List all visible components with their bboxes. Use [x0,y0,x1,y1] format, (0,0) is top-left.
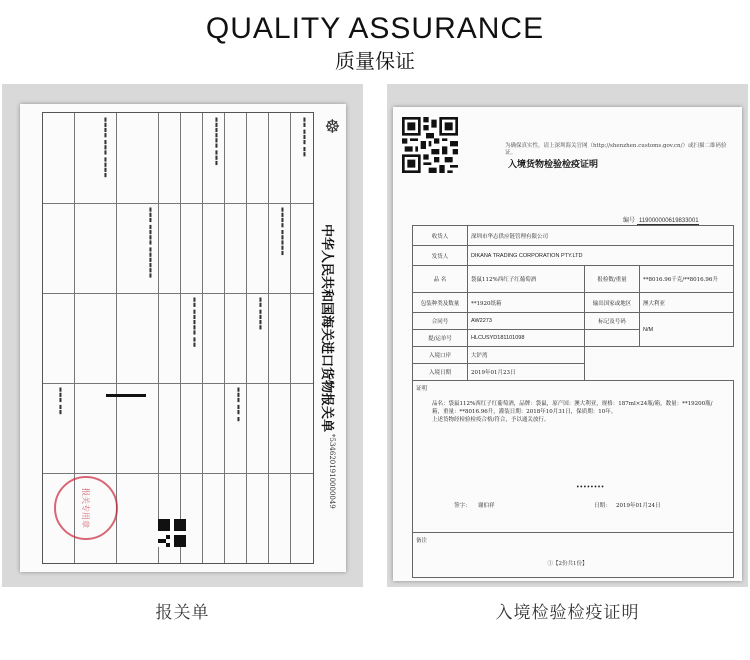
product-label: 品 名 [413,266,468,293]
bill-of-lading-value: HLCUSYD181101098 [468,330,585,347]
proof-label: 证明 [416,386,428,392]
mark-value: N/M [640,313,734,347]
signer-label: 签字： [454,503,471,509]
bill-of-lading-label: 提/运单号 [413,330,468,347]
certificate-number-line [621,215,699,224]
entry-date-label: 入境日期 [413,364,468,381]
caption-customs-declaration: 报关单 [155,603,210,623]
consignor-label: 发货人 [413,246,468,266]
contract-value: AW2273 [468,313,585,330]
inspection-certificate-panel [387,84,748,587]
customs-declaration-title: 中华人民共和国海关进口货物报关单 [319,224,334,433]
quantity-value: **8016.96千克/**8016.96升 [640,266,734,293]
signature-dots: •••••••• [576,484,605,491]
seal-text: 报关专用章 [81,488,91,528]
customs-qr-code-icon [158,519,186,547]
inspection-certificate-document [393,107,742,581]
quantity-label: 报检数/重量 [585,266,640,293]
red-customs-seal [54,476,118,540]
certificate-number: 119000000619833001 [638,218,699,224]
certificate-title: 入境货物检验检疫证明 [508,160,599,170]
consignee-value: 深圳市华志供应链管理有限公司 [468,226,734,246]
package-value: **1920纸箱 [468,293,585,313]
page-title-zh: 质量保证 [335,49,415,73]
customs-declaration-number: *5346201910000049 [328,434,336,509]
remark-section [413,533,734,578]
customs-declaration-document [20,104,346,572]
customs-logo-icon: ☸ [321,117,342,135]
customs-declaration-panel [2,84,363,587]
product-value: 袋鼠112%西红子红葡萄酒 [468,266,585,293]
entry-port-value: 大铲湾 [468,347,585,364]
barcode-mark [106,394,146,397]
caption-inspection-certificate: 入境检验检疫证明 [495,603,640,623]
page-mark: ①【2份共1份】 [547,561,588,567]
sign-date-label: 日期： [594,503,611,509]
proof-text-2: 上述货物经检验检疫合格/符合，予以通关放行。 [432,417,550,423]
origin-value: 澳大利亚 [640,293,734,313]
sign-date-value: 2019年01月24日 [616,503,661,509]
signer-value: 谢伯祥 [478,503,495,509]
mark-label: 标记及号码 [585,313,640,330]
proof-text: 品名：袋鼠112%西红子红葡萄酒，品牌：袋鼠，原产国：澳大利亚，规格：187ml×24瓶/箱，数量：**19200瓶/箱，重量：**8016.96升，灌装日期：2018年10月31日，保质期：10年。 [432,401,713,415]
certificate-qr-code-icon [402,117,458,173]
certificate-table [412,225,734,578]
entry-date-value: 2019年01月23日 [468,364,585,381]
package-label: 包装种类及数量 [413,293,468,313]
consignor-value: DIKANA TRADING CORPORATION PTY.LTD [468,246,734,266]
verification-note: 为确保真实性，请上深圳海关官网（http://shenzhen.customs.gov.cn/）或扫描二维码验证。 [505,143,727,156]
remark-label: 备注 [416,538,428,544]
contract-label: 合同号 [413,313,468,330]
customs-declaration-form-grid: ▬▬ ▬▬▬ ▬▬ ▬▬▬▬ ▬▬▬▬▬ ▬▬ ▬▬▬▬ ▬▬▬ ▬▬ ▬ ▬▬▬▬▬▬ ▬▬▬ ▬▬ ▬▬▬▬▬ ▬▬ ▬▬▬ ▬▬▬▬ ▬▬▬▬▬▬ ▬▬▬▬ ▬▬▬ ▬▬▬▬ ▬▬▬ ▬▬ [42,112,314,564]
entry-port-label: 入境口岸 [413,347,468,364]
origin-label: 输出国家或地区 [585,293,640,313]
page-title-en: QUALITY ASSURANCE [205,12,545,45]
proof-section [413,381,734,533]
consignee-label: 收货人 [413,226,468,246]
certificate-number-label: 编号 [623,217,636,224]
